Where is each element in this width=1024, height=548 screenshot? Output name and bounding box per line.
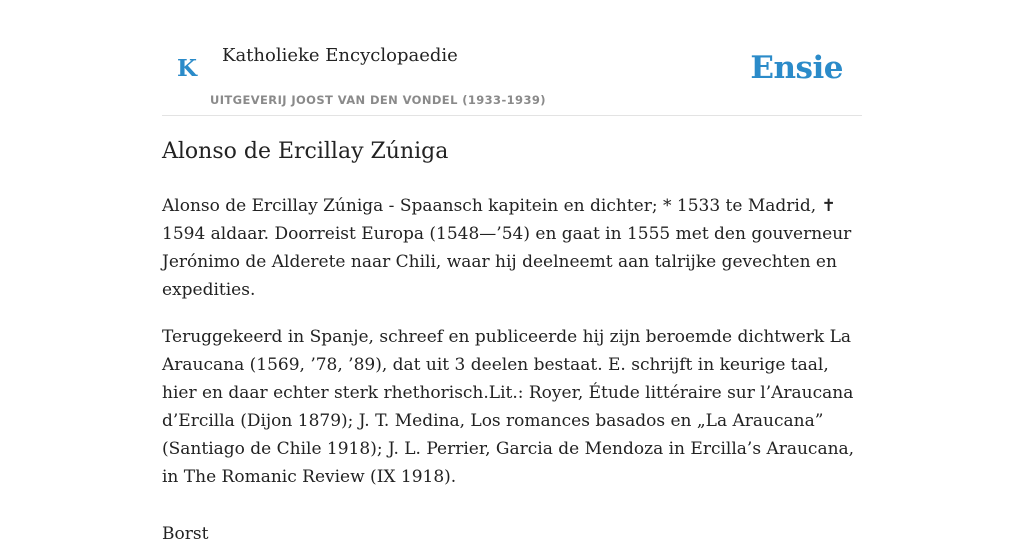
site-header bbox=[162, 36, 862, 116]
article-paragraph: Alonso de Ercillay Zúniga - Spaansch kapitein en dichter; * 1533 te Madrid, ✝ 1594 aldaar. Doorreist Europa (1548—’54) en gaat in 1555 met den gouverneur Jerónimo de Alderete naar Chili, waar hij deelneemt aan talrijke gevechten en expedities. bbox=[162, 196, 852, 300]
publisher-label: UITGEVERIJ JOOST VAN DEN VONDEL (1933-1939) bbox=[210, 93, 546, 107]
article-paragraph: Teruggekeerd in Spanje, schreef en publiceerde hij zijn beroemde dichtwerk La Araucana (1569, ’78, ’89), dat uit 3 deelen bestaat. E. schrijft in keurige taal, hier en daar echter sterk rhethorisch.Lit.: Royer, Étude littéraire sur l’Araucana d’Ercilla (Dijon 1879); J. T. Medina, Los romances basados en „La Araucana” (Santiago de Chile 1918); J. L. Perrier, Garcia de Mendoza in Ercilla’s Araucana, in The Romanic Review (IX 1918). bbox=[162, 327, 855, 487]
article-title: Alonso de Ercillay Zúniga bbox=[162, 139, 449, 164]
article-author: Borst bbox=[162, 524, 209, 544]
encyclopedia-logo[interactable]: K bbox=[177, 55, 197, 82]
site-title[interactable]: Katholieke Encyclopaedie bbox=[222, 45, 458, 66]
article-body bbox=[162, 192, 868, 548]
ensie-brand-logo[interactable]: Ensie bbox=[750, 50, 843, 86]
